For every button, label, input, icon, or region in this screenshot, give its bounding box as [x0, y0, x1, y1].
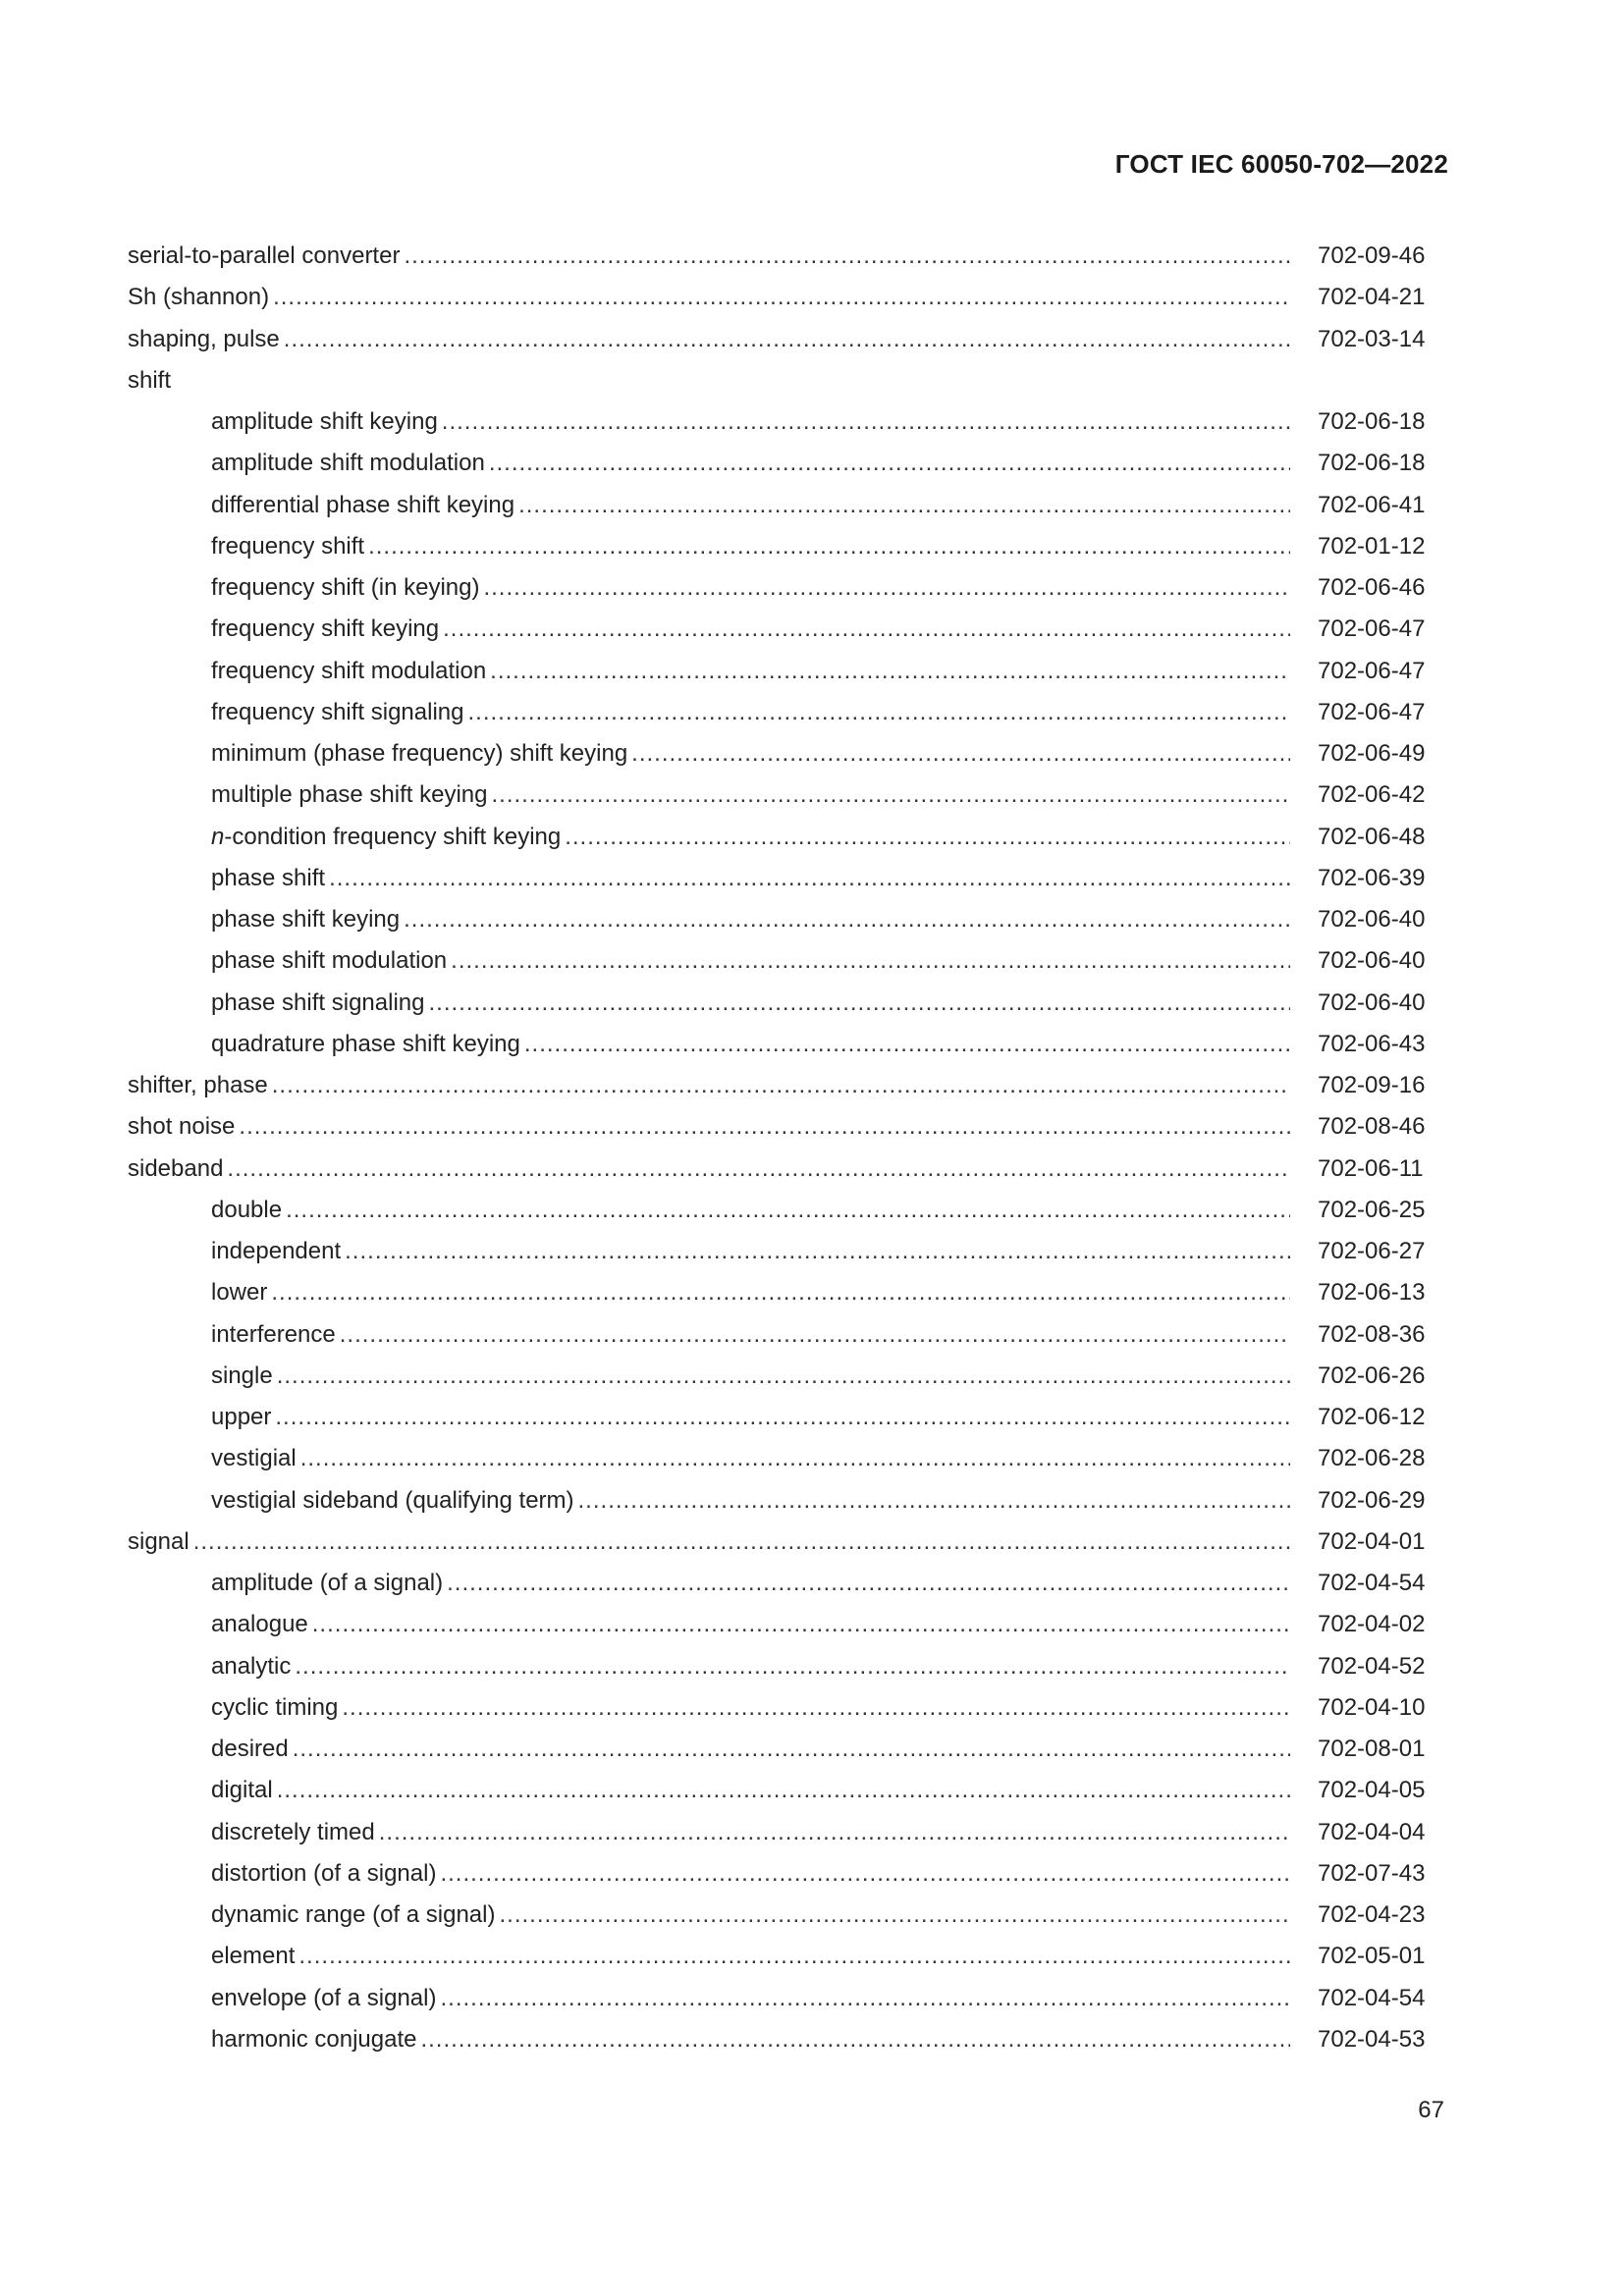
index-term — [128, 360, 171, 401]
dot-leader — [442, 401, 1290, 443]
index-term-text: multiple phase shift keying — [211, 781, 488, 809]
dot-leader — [467, 692, 1290, 733]
index-code: 702-04-54 — [1318, 1984, 1426, 2011]
index-term — [211, 1356, 273, 1397]
index-subentry — [128, 1770, 1435, 1811]
index-subentry — [128, 1563, 1435, 1604]
index-term — [211, 609, 439, 650]
index-code: 702-06-18 — [1318, 450, 1426, 477]
index-code: 702-06-12 — [1318, 1404, 1426, 1430]
dot-leader — [578, 1480, 1290, 1522]
dot-leader — [440, 1978, 1290, 2019]
dot-leader — [345, 1231, 1290, 1272]
index-term-text: desired — [211, 1735, 289, 1762]
index-code: 702-06-47 — [1318, 657, 1426, 684]
index-code: 702-06-18 — [1318, 408, 1426, 435]
index-term-text: frequency shift modulation — [211, 657, 487, 684]
dot-leader — [277, 1356, 1290, 1397]
index-term-text: lower — [211, 1279, 268, 1307]
index-term — [211, 1231, 341, 1272]
index-subentry — [128, 651, 1435, 692]
index-term-text: phase shift keying — [211, 906, 401, 933]
index-subentry — [128, 609, 1435, 650]
index-term — [211, 651, 486, 692]
index-subentry — [128, 1853, 1435, 1895]
index-code: 702-04-02 — [1318, 1611, 1426, 1638]
dot-leader — [404, 236, 1290, 277]
index-subentry — [128, 1438, 1435, 1479]
index-term — [211, 1397, 271, 1438]
dot-leader — [490, 651, 1290, 692]
index-subentry — [128, 940, 1435, 982]
index-term-text: discretely timed — [211, 1818, 375, 1845]
index-subentry — [128, 567, 1435, 609]
index-code: 702-06-48 — [1318, 823, 1426, 850]
index-term-text: differential phase shift keying — [211, 491, 515, 518]
dot-leader — [293, 1729, 1290, 1770]
index-term — [211, 1646, 291, 1687]
index-term-text: dynamic range (of a signal) — [211, 1901, 496, 1928]
index-subentry — [128, 1936, 1435, 1977]
index-term-text: shot noise — [128, 1113, 236, 1141]
index-term — [128, 1148, 223, 1190]
index-term-text: shift — [128, 366, 172, 394]
index-term-text: single — [211, 1362, 273, 1389]
index-term — [211, 1729, 289, 1770]
index-code: 702-06-41 — [1318, 491, 1426, 518]
dot-leader — [277, 1770, 1290, 1811]
dot-leader — [491, 774, 1290, 816]
dot-leader — [524, 1024, 1290, 1065]
index-term-text: envelope (of a signal) — [211, 1984, 437, 2011]
index-subentry — [128, 1978, 1435, 2019]
dot-leader — [286, 1190, 1290, 1231]
index-code: 702-03-14 — [1318, 325, 1426, 352]
index-term-text: analytic — [211, 1652, 292, 1680]
index-term — [128, 1522, 189, 1563]
index-term-italic-prefix: n — [211, 823, 225, 850]
index-term — [211, 1687, 338, 1729]
index-subentry — [128, 1356, 1435, 1397]
index-code: 702-05-01 — [1318, 1943, 1426, 1970]
index-subentry — [128, 1604, 1435, 1645]
index-term — [211, 401, 438, 443]
index-term — [211, 1853, 436, 1895]
index-subentry — [128, 2019, 1435, 2060]
dot-leader — [272, 1065, 1290, 1106]
index-code: 702-04-54 — [1318, 1570, 1426, 1596]
index-code: 702-07-43 — [1318, 1859, 1426, 1887]
index-code: 702-08-46 — [1318, 1113, 1426, 1141]
index-term — [211, 1812, 375, 1853]
index-term — [211, 899, 400, 940]
index-term — [211, 940, 447, 982]
index-term — [211, 1314, 336, 1356]
index-code: 702-01-12 — [1318, 532, 1426, 560]
index-term — [128, 319, 280, 360]
index-entry — [128, 360, 1435, 401]
index-term-text: harmonic conjugate — [211, 2025, 417, 2053]
dot-leader — [193, 1522, 1290, 1563]
index-term — [211, 1480, 574, 1522]
index-term-text: shaping, pulse — [128, 325, 280, 352]
dot-leader — [312, 1604, 1290, 1645]
index-term-text: analogue — [211, 1611, 308, 1638]
index-code: 702-04-05 — [1318, 1777, 1426, 1804]
index-term — [211, 1024, 520, 1065]
index-entry — [128, 277, 1435, 318]
dot-leader — [275, 1397, 1290, 1438]
index-term — [211, 692, 463, 733]
index-term — [211, 858, 325, 899]
index-term — [128, 277, 269, 318]
index-term-text: quadrature phase shift keying — [211, 1030, 520, 1057]
dot-leader — [329, 858, 1290, 899]
index-subentry — [128, 401, 1435, 443]
index-term — [211, 1563, 443, 1604]
index-term-text: shifter, phase — [128, 1072, 268, 1098]
index-list — [128, 236, 1435, 2060]
index-subentry — [128, 485, 1435, 526]
document-header: ГОСТ IEC 60050-702—2022 — [1114, 149, 1448, 179]
index-term-text: signal — [128, 1527, 189, 1555]
dot-leader — [443, 609, 1290, 650]
dot-leader — [300, 1438, 1290, 1479]
dot-leader — [447, 1563, 1290, 1604]
index-term — [211, 774, 487, 816]
index-subentry — [128, 1397, 1435, 1438]
index-term-text: Sh (shannon) — [128, 284, 270, 311]
index-term — [211, 1438, 297, 1479]
index-term — [211, 526, 364, 567]
index-term-text: vestigial — [211, 1445, 297, 1472]
index-term-text: serial-to-parallel converter — [128, 242, 401, 269]
page-number: 67 — [1418, 2097, 1444, 2123]
index-term-text: amplitude shift keying — [211, 408, 438, 435]
index-term-text: phase shift signaling — [211, 988, 425, 1016]
index-code: 702-06-40 — [1318, 988, 1426, 1016]
index-term — [211, 733, 627, 774]
index-code: 702-04-10 — [1318, 1693, 1426, 1721]
index-code: 702-06-46 — [1318, 574, 1426, 601]
dot-leader — [368, 526, 1290, 567]
index-code: 702-08-36 — [1318, 1320, 1426, 1348]
index-subentry — [128, 817, 1435, 858]
index-subentry — [128, 899, 1435, 940]
index-term-text: amplitude (of a signal) — [211, 1570, 444, 1596]
index-subentry — [128, 1895, 1435, 1936]
index-code: 702-04-52 — [1318, 1652, 1426, 1680]
dot-leader — [428, 983, 1290, 1024]
index-term-text: frequency shift signaling — [211, 698, 464, 725]
index-term — [128, 1065, 268, 1106]
index-code: 702-06-26 — [1318, 1362, 1426, 1389]
index-subentry — [128, 774, 1435, 816]
index-term — [211, 1770, 273, 1811]
index-entry — [128, 1106, 1435, 1148]
index-subentry — [128, 733, 1435, 774]
index-code: 702-04-21 — [1318, 284, 1426, 311]
index-term-text: element — [211, 1943, 296, 1970]
index-subentry — [128, 526, 1435, 567]
index-term — [128, 236, 400, 277]
index-subentry — [128, 858, 1435, 899]
index-term-text: frequency shift (in keying) — [211, 574, 480, 601]
index-entry — [128, 319, 1435, 360]
index-subentry — [128, 1646, 1435, 1687]
index-term-text: distortion (of a signal) — [211, 1859, 437, 1887]
index-term-text: interference — [211, 1320, 336, 1348]
dot-leader — [342, 1687, 1290, 1729]
index-term — [128, 1106, 235, 1148]
index-entry — [128, 1065, 1435, 1106]
index-code: 702-06-47 — [1318, 698, 1426, 725]
index-term-text: phase shift modulation — [211, 947, 448, 975]
dot-leader — [518, 485, 1290, 526]
dot-leader — [379, 1812, 1290, 1853]
index-term — [211, 567, 479, 609]
dot-leader — [489, 443, 1290, 484]
index-code: 702-04-53 — [1318, 2025, 1426, 2053]
index-code: 702-08-01 — [1318, 1735, 1426, 1762]
index-term — [211, 443, 485, 484]
dot-leader — [295, 1646, 1290, 1687]
dot-leader — [271, 1272, 1290, 1313]
index-code: 702-06-11 — [1318, 1154, 1424, 1182]
index-code: 702-09-16 — [1318, 1072, 1426, 1098]
index-code: 702-04-23 — [1318, 1901, 1426, 1928]
index-subentry — [128, 1812, 1435, 1853]
index-subentry — [128, 1729, 1435, 1770]
index-term — [211, 1936, 295, 1977]
index-term-text: phase shift — [211, 864, 326, 891]
index-code: 702-06-49 — [1318, 740, 1426, 767]
index-code: 702-06-28 — [1318, 1445, 1426, 1472]
index-subentry — [128, 692, 1435, 733]
index-code: 702-09-46 — [1318, 242, 1426, 269]
dot-leader — [404, 899, 1290, 940]
index-code: 702-06-13 — [1318, 1279, 1426, 1307]
dot-leader — [631, 733, 1290, 774]
dot-leader — [565, 817, 1290, 858]
index-code: 702-06-42 — [1318, 781, 1426, 809]
dot-leader — [239, 1106, 1290, 1148]
dot-leader — [440, 1853, 1290, 1895]
dot-leader — [273, 277, 1290, 318]
index-subentry — [128, 1687, 1435, 1729]
dot-leader — [499, 1895, 1290, 1936]
index-term — [211, 485, 514, 526]
index-entry — [128, 1148, 1435, 1190]
index-subentry — [128, 1024, 1435, 1065]
index-entry — [128, 1522, 1435, 1563]
index-term-text: frequency shift keying — [211, 615, 440, 643]
index-term-text: -condition frequency shift keying — [224, 823, 562, 850]
index-code: 702-04-01 — [1318, 1527, 1426, 1555]
index-code: 702-06-43 — [1318, 1030, 1426, 1057]
index-code: 702-06-47 — [1318, 615, 1426, 643]
index-term-text: cyclic timing — [211, 1693, 339, 1721]
index-term-text: minimum (phase frequency) shift keying — [211, 740, 628, 767]
index-entry — [128, 236, 1435, 277]
index-term-text: digital — [211, 1777, 273, 1804]
index-subentry — [128, 1190, 1435, 1231]
index-code: 702-04-04 — [1318, 1818, 1426, 1845]
dot-leader — [298, 1936, 1290, 1977]
index-code: 702-06-25 — [1318, 1196, 1426, 1223]
index-term-text: vestigial sideband (qualifying term) — [211, 1486, 574, 1514]
index-code: 702-06-39 — [1318, 864, 1426, 891]
index-term-text: amplitude shift modulation — [211, 450, 485, 477]
index-term-text: double — [211, 1196, 283, 1223]
index-subentry — [128, 1480, 1435, 1522]
index-term — [211, 1190, 282, 1231]
dot-leader — [451, 940, 1290, 982]
index-code: 702-06-27 — [1318, 1238, 1426, 1264]
dot-leader — [340, 1314, 1290, 1356]
index-term-text: upper — [211, 1404, 272, 1430]
index-term-text: frequency shift — [211, 532, 365, 560]
index-subentry — [128, 1231, 1435, 1272]
index-subentry — [128, 983, 1435, 1024]
index-term-text: independent — [211, 1238, 342, 1264]
index-code: 702-06-40 — [1318, 906, 1426, 933]
index-term — [211, 817, 561, 858]
index-subentry — [128, 443, 1435, 484]
index-term — [211, 1978, 436, 2019]
dot-leader — [284, 319, 1290, 360]
index-code: 702-06-40 — [1318, 947, 1426, 975]
dot-leader — [420, 2019, 1290, 2060]
index-subentry — [128, 1314, 1435, 1356]
dot-leader — [483, 567, 1290, 609]
index-term-text: sideband — [128, 1154, 224, 1182]
index-term — [211, 983, 424, 1024]
index-term — [211, 1272, 267, 1313]
index-code: 702-06-29 — [1318, 1486, 1426, 1514]
index-term — [211, 2019, 416, 2060]
index-subentry — [128, 1272, 1435, 1313]
index-term — [211, 1895, 495, 1936]
dot-leader — [227, 1148, 1290, 1190]
index-term — [211, 1604, 308, 1645]
